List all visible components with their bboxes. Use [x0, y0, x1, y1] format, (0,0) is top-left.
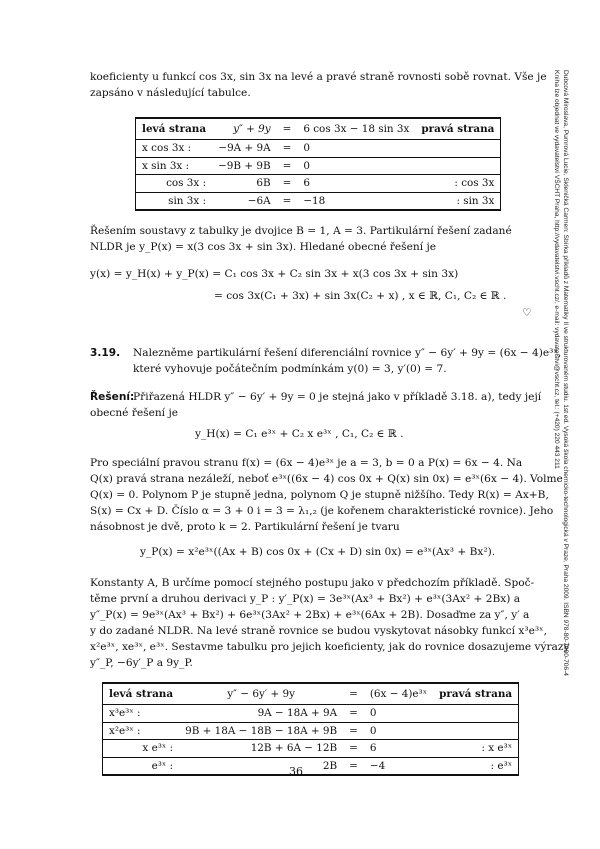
- table-row: [136, 157, 501, 175]
- row-value: −18: [297, 192, 415, 210]
- row-coeff: −9A + 9A: [212, 140, 277, 158]
- header-right-side: pravá strana: [433, 683, 519, 705]
- row-rhs: [433, 705, 519, 723]
- row-rhs: : cos 3x: [415, 175, 501, 193]
- coefficient-table-1: [135, 117, 501, 211]
- example-line-2: které vyhovuje počátečním podmínkám y(0) = 3, y′(0) = 7.: [133, 363, 447, 375]
- reseni-line-2: obecné řešení je: [90, 407, 178, 419]
- example-number: 3.19.: [90, 347, 121, 359]
- table-header: [103, 683, 519, 705]
- homogeneous-solution-equation: y_H(x) = C₁ e³ˣ + C₂ x e³ˣ , C₁, C₂ ∈ ℝ .: [195, 428, 404, 440]
- reseni-paragraph2-line: y do zadané NLDR. Na levé straně rovnice se budou vyskytovat násobky funkcí x³e³ˣ,: [90, 625, 547, 637]
- header-left-side: levá strana: [136, 118, 213, 140]
- reseni-paragraph-line: S(x) = Cx + D. Číslo α = 3 + 0 i = 3 = λ₁,₂ (je kořenem charakteristické rovnice). Jeho: [90, 505, 554, 517]
- general-solution-line-1: y(x) = y_H(x) + y_P(x) = C₁ cos 3x + C₂ sin 3x + x(3 cos 3x + sin 3x): [90, 268, 459, 280]
- header-left-side: levá strana: [103, 683, 180, 705]
- reseni-paragraph-line: násobnost je dvě, proto k = 2. Partikulární řešení je tvaru: [90, 521, 400, 533]
- row-coeff: −6A: [212, 192, 277, 210]
- row-function: cos 3x :: [136, 175, 213, 193]
- side-note-line-2: Kniha lze objednat ve vydavatelství VŠCHT Praha, http://vydavatelstvi.vscht.cz/, e-mail: vydavatelstvi@vscht.cz, tel.: (+420) 220 443 211: [553, 70, 560, 469]
- table-header: [136, 118, 501, 140]
- solution-label: Řešení:: [90, 391, 135, 403]
- row-rhs: : e³ˣ: [433, 757, 519, 775]
- row-function: sin 3x :: [136, 192, 213, 210]
- particular-solution-form: y_P(x) = x²e³ˣ((Ax + B) cos 0x + (Cx + D) sin 0x) = e³ˣ(Ax³ + Bx²).: [140, 546, 496, 558]
- page-number: 36: [289, 765, 303, 778]
- row-rhs: [415, 157, 501, 175]
- row-function: x e³ˣ :: [103, 740, 180, 758]
- row-value: 0: [297, 157, 415, 175]
- table-row: [136, 175, 501, 193]
- reseni-line-1: Přiřazená HLDR y″ − 6y′ + 9y = 0 je stejná jako v příkladě 3.18. a), tedy její: [133, 391, 542, 403]
- row-value: 6: [297, 175, 415, 193]
- row-function: x cos 3x :: [136, 140, 213, 158]
- reseni-paragraph-line: Pro speciální pravou stranu f(x) = (6x − 4)e³ˣ je a = 3, b = 0 a P(x) = 6x − 4. Na: [90, 457, 523, 469]
- reseni-paragraph2-line: x²e³ˣ, xe³ˣ, e³ˣ. Sestavme tabulku pro jejich koeficienty, jak do rovnice dosazujeme výrazy: [90, 641, 570, 653]
- side-citation-note: [552, 70, 570, 790]
- header-lhs: y″ − 6y′ + 9y: [179, 683, 343, 705]
- header-rhs: (6x − 4)e³ˣ: [364, 683, 433, 705]
- row-rhs: [415, 140, 501, 158]
- side-note-line-1: Dubcová Miroslava, Pumrová Lucie, Skleničká Carmen: Sbírka příkladů z Matematiky II ve strukturovaném studiu. 1st ed. Vysoká škola chemicko-technologická v Praze, Praha 2009. ISBN 978-80-7080-706-4: [562, 70, 569, 676]
- row-value: 0: [364, 705, 433, 723]
- row-value: 0: [364, 722, 433, 740]
- row-function: e³ˣ :: [103, 757, 180, 775]
- reseni-paragraph-line: Q(x) = 0. Polynom P je stupně jedna, polynom Q je stupně nižšího. Tedy R(x) = Ax+B,: [90, 489, 549, 501]
- row-coeff: 12B + 6A − 12B: [179, 740, 343, 758]
- table-row: [103, 757, 519, 775]
- header-equals: =: [277, 118, 298, 140]
- solution-line-2: NLDR je y_P(x) = x(3 cos 3x + sin 3x). Hledané obecné řešení je: [90, 241, 437, 253]
- row-coeff: 9B + 18A − 18B − 18A + 9B: [179, 722, 343, 740]
- reseni-paragraph2-line: y″_P, −6y′_P a 9y_P.: [90, 657, 193, 669]
- row-equals: =: [277, 175, 298, 193]
- row-rhs: : sin 3x: [415, 192, 501, 210]
- header-equals: =: [343, 683, 364, 705]
- row-value: 0: [297, 140, 415, 158]
- row-equals: =: [343, 705, 364, 723]
- row-equals: =: [343, 722, 364, 740]
- reseni-paragraph-line: Q(x) pravá strana nezáleží, neboť e³ˣ((6x − 4) cos 0x + Q(x) sin 0x) = e³ˣ(6x − 4). Volme: [90, 473, 563, 485]
- row-rhs: : x e³ˣ: [433, 740, 519, 758]
- header-rhs: 6 cos 3x − 18 sin 3x: [297, 118, 415, 140]
- table-row: [103, 740, 519, 758]
- row-value: −4: [364, 757, 433, 775]
- reseni-paragraph2-line: Konstanty A, B určíme pomocí stejného postupu jako v předchozím příkladě. Spoč-: [90, 577, 535, 589]
- table-row: [136, 192, 501, 210]
- table-row: [136, 140, 501, 158]
- row-coeff: 6B: [212, 175, 277, 193]
- intro-line-2: zapsáno v následující tabulce.: [90, 87, 251, 99]
- table-row: [103, 705, 519, 723]
- table-row: [103, 722, 519, 740]
- row-coeff: 9A − 18A + 9A: [179, 705, 343, 723]
- row-coeff: 2B: [179, 757, 343, 775]
- end-of-example-mark: ♡: [522, 307, 532, 319]
- general-solution-line-2: = cos 3x(C₁ + 3x) + sin 3x(C₂ + x) , x ∈ ℝ, C₁, C₂ ∈ ℝ .: [214, 290, 507, 302]
- row-function: x³e³ˣ :: [103, 705, 180, 723]
- row-function: x²e³ˣ :: [103, 722, 180, 740]
- row-equals: =: [343, 740, 364, 758]
- example-line-1: Nalezněme partikulární řešení diferenciální rovnice y″ − 6y′ + 9y = (6x − 4)e³ˣ,: [133, 347, 562, 359]
- solution-line-1: Řešením soustavy z tabulky je dvojice B = 1, A = 3. Partikulární řešení zadané: [90, 225, 512, 237]
- coefficient-table-2: [102, 682, 519, 776]
- row-equals: =: [277, 157, 298, 175]
- row-equals: =: [277, 140, 298, 158]
- reseni-paragraph2-line: y″_P(x) = 9e³ˣ(Ax³ + Bx²) + 6e³ˣ(3Ax² + 2Bx) + e³ˣ(6Ax + 2B). Dosaďme za y″, y′ a: [90, 609, 530, 621]
- header-right-side: pravá strana: [415, 118, 501, 140]
- row-rhs: [433, 722, 519, 740]
- reseni-paragraph2-line: těme první a druhou derivaci y_P : y′_P(x) = 3e³ˣ(Ax³ + Bx²) + e³ˣ(3Ax² + 2Bx) a: [90, 593, 521, 605]
- intro-line-1: koeficienty u funkcí cos 3x, sin 3x na levé a pravé straně rovnosti sobě rovnat. Vše je: [90, 71, 547, 83]
- row-equals: =: [277, 192, 298, 210]
- row-coeff: −9B + 9B: [212, 157, 277, 175]
- header-lhs: y″ + 9y: [212, 118, 277, 140]
- row-equals: =: [343, 757, 364, 775]
- row-function: x sin 3x :: [136, 157, 213, 175]
- row-value: 6: [364, 740, 433, 758]
